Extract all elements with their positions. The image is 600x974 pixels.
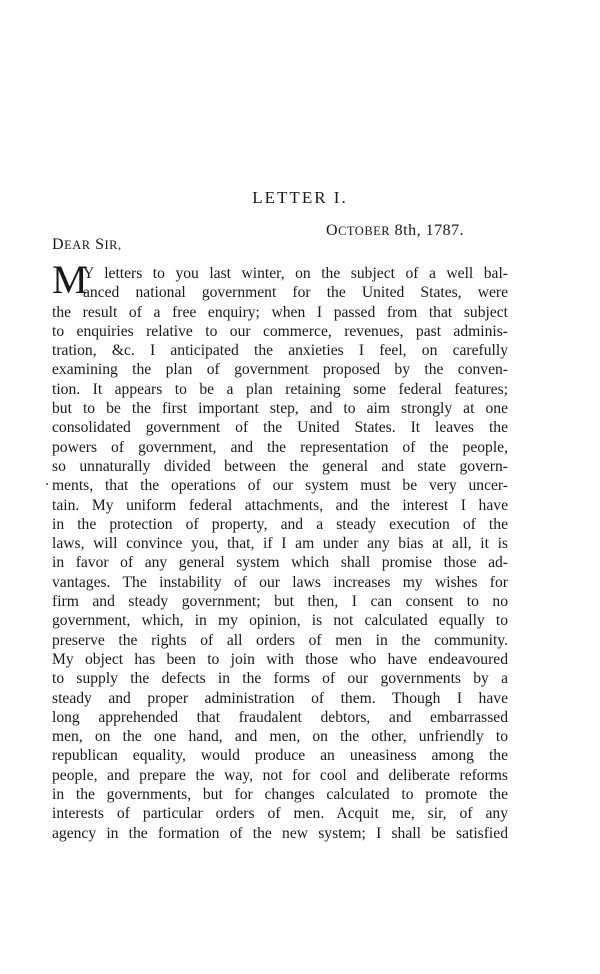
body-line: to supply the defects in the forms of our governments by a bbox=[52, 670, 508, 688]
date-month-smallcaps: CTOBER bbox=[338, 224, 391, 238]
print-speck bbox=[46, 483, 48, 485]
body-line: examining the plan of government proposed by the conven- bbox=[52, 361, 508, 379]
letter-date bbox=[326, 222, 464, 240]
letter-body bbox=[52, 257, 508, 843]
body-line: government, which, in my opinion, is not calculated equally to bbox=[52, 612, 508, 630]
body-line: in the protection of property, and a steady execution of the bbox=[52, 515, 508, 533]
body-line: tion. It appears to be a plan retaining some federal features; bbox=[52, 380, 508, 398]
body-line: republican equality, would produce an uneasiness among the bbox=[52, 747, 508, 765]
body-line: steady and proper administration of them. Though I have bbox=[52, 689, 508, 707]
body-line: consolidated government of the United States. It leaves the bbox=[52, 419, 508, 437]
body-line: in the governments, but for changes calculated to promote the bbox=[52, 786, 508, 804]
body-line: tain. My uniform federal attachments, and the interest I have bbox=[52, 496, 508, 514]
salutation-d: D bbox=[52, 236, 65, 253]
body-line: to enquiries relative to our commerce, revenues, past adminis- bbox=[52, 322, 508, 340]
body-line: ments, that the operations of our system must be very uncer- bbox=[52, 477, 508, 495]
body-line: people, and prepare the way, not for cool and deliberate reforms bbox=[52, 766, 508, 784]
salutation-ear: EAR bbox=[64, 238, 91, 252]
body-line: anced national government for the United States, were bbox=[83, 284, 508, 302]
body-line: the result of a free enquiry; when I passed from that subject bbox=[52, 303, 508, 321]
salutation-ir: IR, bbox=[104, 238, 122, 252]
body-line: firm and steady government; but then, I can consent to no bbox=[52, 593, 508, 611]
body-line: so unnaturally divided between the general and state govern- bbox=[52, 457, 508, 475]
body-line: preserve the rights of all orders of men in the community. bbox=[52, 631, 508, 649]
body-line: agency in the formation of the new system; I shall be satisfied bbox=[52, 824, 508, 842]
letter-heading: LETTER I. bbox=[252, 188, 348, 207]
body-line: Y letters to you last winter, on the subject of a well bal- bbox=[83, 265, 508, 282]
body-line: powers of government, and the representation of the people, bbox=[52, 438, 508, 456]
date-initial: O bbox=[326, 222, 339, 239]
body-line: tration, &c. I anticipated the anxieties I feel, on carefully bbox=[52, 342, 508, 360]
body-line: men, on the one hand, and men, on the other, unfriendly to bbox=[52, 728, 508, 746]
body-line: but to be the first important step, and to aim strongly at one bbox=[52, 400, 508, 418]
body-line: vantages. The instability of our laws increases my wishes for bbox=[52, 573, 508, 591]
body-line: My object has been to join with those who have endeavoured bbox=[52, 650, 508, 668]
body-line: laws, will convince you, that, if I am under any bias at all, it is bbox=[52, 535, 508, 553]
date-day-year: 8th, 1787. bbox=[390, 222, 465, 239]
body-line: long apprehended that fraudalent debtors, and embarrassed bbox=[52, 708, 508, 726]
body-line: interests of particular orders of men. Acquit me, sir, of any bbox=[52, 805, 508, 823]
salutation bbox=[52, 236, 122, 254]
salutation-s: S bbox=[90, 236, 105, 253]
body-line: in favor of any general system which shall promise those ad- bbox=[52, 554, 508, 572]
drop-cap: M bbox=[52, 257, 88, 302]
